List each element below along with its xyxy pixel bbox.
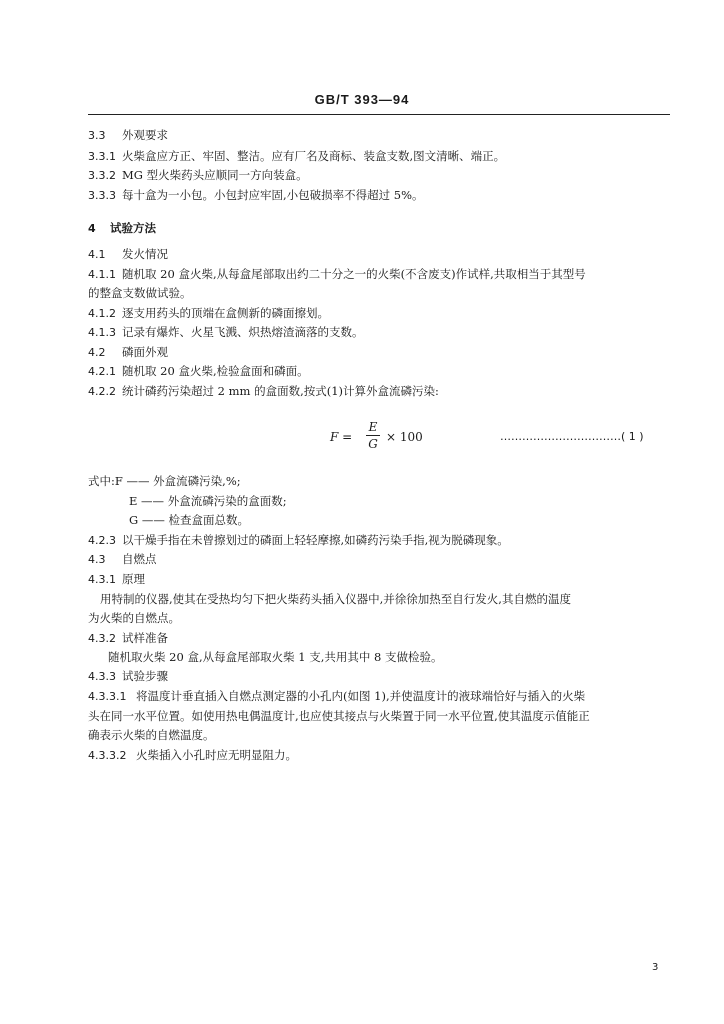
section-number: 4 [88, 222, 96, 235]
clause-text: 自燃点 [122, 552, 157, 566]
paragraph-principle [100, 592, 571, 606]
formula-fraction [366, 420, 380, 451]
definition-f [88, 474, 241, 488]
header-divider [88, 114, 670, 115]
clause-number: 4.1.2 [88, 307, 116, 320]
formula-lhs: F = [330, 430, 353, 444]
clause-number: 4.2 [88, 346, 106, 359]
clause-4-1 [88, 247, 168, 262]
clause-text: 将温度计垂直插入自燃点测定器的小孔内(如图 1),并使温度计的液球端恰好与插入的火柴 [136, 689, 586, 703]
clause-text: 头在同一水平位置。如使用热电偶温度计,也应使其接点与火柴置于同一水平位置,使其温度示值能正 [88, 709, 590, 723]
clause-4-3 [88, 552, 157, 567]
clause-text: 火柴盒应方正、牢固、整洁。应有厂名及商标、装盒支数,图文清晰、端正。 [122, 149, 506, 163]
clause-text: 统计磷药污染超过 2 mm 的盒面数,按式(1)计算外盒流磷污染: [122, 384, 439, 398]
clause-text: 试验步骤 [122, 669, 168, 683]
document-header: GB/T 393—94 [314, 92, 410, 107]
clause-4-2-3 [88, 533, 509, 548]
clause-4-3-3-1 [88, 689, 585, 704]
definition-text: E —— 外盒流磷污染的盒面数; [129, 494, 287, 508]
clause-4-1-1-continued [88, 286, 192, 300]
definition-text: G —— 检查盒面总数。 [129, 513, 249, 527]
clause-text: 火柴插入小孔时应无明显阻力。 [136, 748, 297, 762]
clause-number: 4.3.1 [88, 573, 116, 586]
paragraph-sample-preparation [108, 650, 443, 664]
clause-text: 随机取 20 盒火柴,从每盒尾部取出约二十分之一的火柴(不含废支)作试样,共取相当于其型号 [122, 267, 586, 281]
clause-text: 逐支用药头的顶端在盒侧新的磷面擦划。 [122, 306, 329, 320]
paragraph-text: 用特制的仪器,使其在受热均匀下把火柴药头插入仪器中,并徐徐加热至自行发火,其自燃的温度 [100, 592, 571, 606]
equation-number: ……………………………( 1 ) [500, 430, 644, 443]
clause-3-3-3 [88, 188, 424, 203]
clause-4-3-3-1-continued-2 [88, 728, 215, 742]
clause-3-3 [88, 128, 168, 143]
clause-4-2 [88, 345, 168, 360]
clause-number: 4.3 [88, 553, 106, 566]
clause-4-1-2 [88, 306, 329, 321]
clause-text: 发火情况 [122, 247, 168, 261]
clause-4-2-2 [88, 384, 439, 399]
page-number: 3 [652, 962, 659, 973]
clause-4-3-1 [88, 572, 145, 587]
clause-number: 4.3.3.1 [88, 690, 127, 703]
clause-text: 原理 [122, 572, 145, 586]
clause-text: 外观要求 [122, 128, 168, 142]
clause-number: 4.2.1 [88, 365, 116, 378]
clause-number: 4.2.2 [88, 385, 116, 398]
clause-text: 记录有爆炸、火星飞溅、炽热熔渣滴落的支数。 [122, 325, 364, 339]
clause-number: 3.3.3 [88, 189, 116, 202]
clause-4-2-1 [88, 364, 309, 379]
paragraph-principle-continued [88, 611, 180, 625]
clause-text: 的整盒支数做试验。 [88, 286, 192, 300]
clause-4-1-1 [88, 267, 586, 282]
section-4-heading [88, 221, 156, 236]
clause-number: 3.3.2 [88, 169, 116, 182]
clause-number: 4.3.3.2 [88, 749, 127, 762]
clause-4-1-3 [88, 325, 364, 340]
clause-text: 以干燥手指在未曾擦划过的磷面上轻轻摩擦,如磷药污染手指,视为脱磷现象。 [122, 533, 509, 547]
clause-number: 3.3 [88, 129, 106, 142]
formula-numerator: E [368, 420, 378, 434]
definition-g [129, 513, 249, 527]
clause-4-3-2 [88, 631, 168, 646]
clause-number: 4.1 [88, 248, 106, 261]
formula-rhs: × 100 [386, 430, 423, 444]
fraction-bar [366, 435, 380, 436]
clause-number: 4.1.3 [88, 326, 116, 339]
clause-number: 4.3.2 [88, 632, 116, 645]
clause-4-3-3 [88, 669, 168, 684]
clause-text: 试样准备 [122, 631, 168, 645]
clause-number: 4.2.3 [88, 534, 116, 547]
clause-text: 随机取 20 盒火柴,检验盒面和磷面。 [122, 364, 309, 378]
paragraph-text: 随机取火柴 20 盒,从每盒尾部取火柴 1 支,共用其中 8 支做检验。 [108, 650, 443, 664]
section-title: 试验方法 [110, 221, 156, 235]
clause-4-3-3-1-continued [88, 709, 590, 723]
formula-denominator: G [368, 437, 378, 451]
definition-e [129, 494, 287, 508]
clause-text: 每十盒为一小包。小包封应牢固,小包破损率不得超过 5%。 [122, 188, 424, 202]
clause-number: 4.3.3 [88, 670, 116, 683]
paragraph-text: 为火柴的自燃点。 [88, 611, 180, 625]
clause-text: 确表示火柴的自燃温度。 [88, 728, 215, 742]
clause-number: 4.1.1 [88, 268, 116, 281]
clause-text: 磷面外观 [122, 345, 168, 359]
clause-3-3-2 [88, 168, 308, 183]
clause-text: MG 型火柴药头应顺同一方向装盒。 [122, 168, 308, 182]
clause-number: 3.3.1 [88, 150, 116, 163]
definition-text: 式中:F —— 外盒流磷污染,%; [88, 474, 241, 488]
clause-3-3-1 [88, 149, 505, 164]
clause-4-3-3-2 [88, 748, 297, 763]
